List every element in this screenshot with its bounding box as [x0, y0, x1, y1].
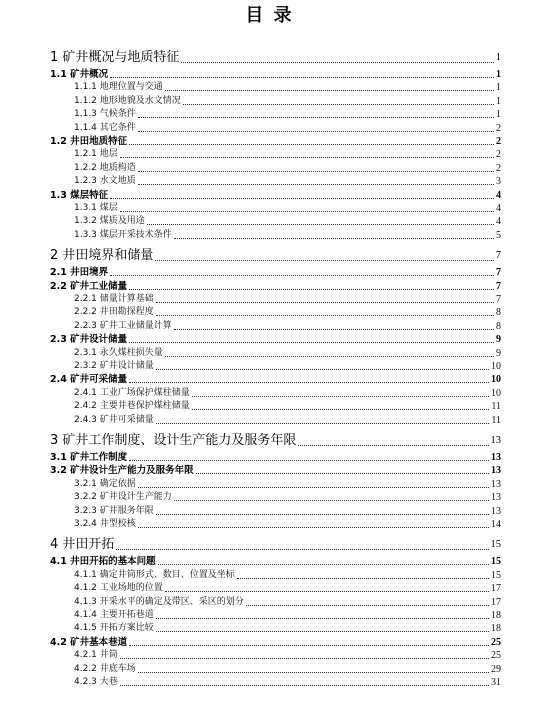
- toc-page-number: 13: [491, 478, 501, 490]
- toc-page-number: 17: [491, 583, 501, 595]
- toc-entry-level-3[interactable]: [74, 609, 501, 622]
- toc-entry-level-3[interactable]: [74, 400, 501, 413]
- dot-leader: [120, 157, 494, 158]
- toc-page-number: 13: [491, 492, 501, 504]
- dot-leader: [138, 171, 494, 172]
- toc-entry-level-1[interactable]: [50, 246, 501, 266]
- toc-entry-title: 1.3 煤层特征: [50, 189, 109, 201]
- dot-leader: [181, 62, 493, 63]
- toc-entry-level-3[interactable]: [74, 95, 501, 108]
- toc-entry-title: 1.1.2 地形地貌及水文情况: [74, 95, 181, 106]
- toc-entry-title: 4.1.2 工业场地的位置: [74, 583, 163, 594]
- toc-entry-level-3[interactable]: [74, 175, 501, 188]
- toc-entry-level-3[interactable]: [74, 122, 501, 135]
- dot-leader: [110, 77, 494, 78]
- toc-page-number: 18: [491, 623, 501, 635]
- toc-entry-title: 2.4.1 工业广场保护煤柱储量: [74, 387, 190, 398]
- toc-page-number: 10: [491, 361, 501, 372]
- dot-leader: [192, 409, 490, 410]
- dot-leader: [129, 144, 494, 145]
- toc-page-number: 7: [495, 250, 501, 262]
- toc-entry-title: 2.3.2 矿井设计储量: [74, 361, 154, 371]
- toc-entry-level-3[interactable]: [74, 108, 501, 121]
- toc-entry-title: 2.3.1 永久煤柱损失量: [74, 347, 163, 358]
- toc-page-number: 15: [491, 556, 501, 568]
- toc-entry-level-3[interactable]: [74, 306, 501, 319]
- toc-entry-level-3[interactable]: [74, 81, 501, 94]
- dot-leader: [138, 487, 489, 488]
- toc-entry-title: 4.2.1 井筒: [74, 650, 118, 661]
- dot-leader: [192, 396, 489, 397]
- toc-entry-title: 3.2 矿井设计生产能力及服务年限: [50, 465, 194, 477]
- toc-entry-level-2[interactable]: [50, 464, 501, 477]
- toc-page-number: 1: [496, 95, 501, 107]
- dot-leader: [156, 618, 489, 619]
- toc-entry-level-3[interactable]: [74, 148, 501, 161]
- dot-leader: [138, 672, 489, 673]
- toc-page-number: 25: [491, 636, 501, 648]
- toc-entry-title: 1.2.1 地层: [74, 149, 118, 160]
- dot-leader: [147, 224, 494, 225]
- toc-entry-title: 2.1 井田境界: [50, 267, 109, 279]
- toc-entry-title: 1.1.3 气候条件: [74, 109, 136, 120]
- toc-entry-level-3[interactable]: [74, 569, 501, 582]
- toc-page-number: 10: [491, 374, 501, 386]
- toc-page-number: 13: [491, 452, 501, 463]
- toc-entry-level-3[interactable]: [74, 320, 501, 333]
- toc-entry-level-3[interactable]: [74, 518, 501, 531]
- toc-entry-level-3[interactable]: [74, 676, 501, 689]
- toc-entry-title: 3.2.2 矿井设计生产能力: [74, 492, 172, 503]
- dot-leader: [196, 473, 489, 474]
- toc-entry-title: 4.1.4 主要开拓巷道: [74, 610, 154, 620]
- toc-page-number: 13: [491, 465, 501, 477]
- toc-page-number: 2: [496, 149, 501, 161]
- toc-entry-title: 3.2.3 矿井服务年限: [74, 505, 154, 516]
- dot-leader: [138, 131, 494, 132]
- toc-page-number: 25: [491, 650, 501, 662]
- dot-leader: [120, 685, 489, 686]
- toc-page-number: 15: [491, 569, 501, 581]
- dot-leader: [165, 356, 494, 357]
- dot-leader: [129, 382, 489, 383]
- toc-entry-title: 4.1.5 开拓方案比较: [74, 623, 154, 634]
- toc-entry-level-3[interactable]: [74, 347, 501, 360]
- toc-entry-level-2[interactable]: [50, 135, 501, 148]
- toc-entry-level-2[interactable]: [50, 280, 501, 293]
- toc-entry-level-3[interactable]: [74, 414, 501, 427]
- dot-leader: [165, 591, 489, 592]
- toc-page-number: 1: [496, 82, 501, 94]
- toc-entry-level-2[interactable]: [50, 451, 501, 464]
- toc-entry-level-3[interactable]: [74, 491, 501, 504]
- toc-entry-title: 1.2.2 地质构造: [74, 162, 136, 173]
- toc-page-number: 2: [496, 162, 501, 174]
- toc-page-number: 1: [496, 69, 501, 80]
- dot-leader: [183, 104, 494, 105]
- toc-entry-title: 3.1 矿井工作制度: [50, 452, 128, 463]
- toc-entry-title: 2.4 矿井可采储量: [50, 374, 128, 386]
- toc-entry-title: 2.2.3 矿井工业储量计算: [74, 320, 172, 331]
- dot-leader: [138, 117, 494, 118]
- toc-page-number: 31: [491, 677, 501, 688]
- toc-page-number: 4: [496, 216, 501, 228]
- dot-leader: [156, 631, 489, 632]
- dot-leader: [155, 260, 493, 261]
- toc-entry-level-1[interactable]: [50, 48, 501, 68]
- toc-page-number: 9: [496, 334, 501, 346]
- toc-page-number: 2: [496, 136, 501, 147]
- toc-entry-title: 4 井田开拓: [50, 537, 115, 553]
- toc-page-number: 1: [496, 109, 501, 121]
- toc-entry-title: 2 井田境界和储量: [50, 248, 154, 264]
- toc-page-number: 11: [491, 401, 501, 413]
- toc-entry-title: 1.1.1 地理位置与交通: [74, 82, 163, 93]
- toc-entry-level-2[interactable]: [50, 266, 501, 279]
- toc-page-number: 17: [491, 596, 501, 608]
- toc-page-number: 5: [496, 229, 501, 241]
- toc-entry-level-3[interactable]: [74, 162, 501, 175]
- toc-page-number: 14: [491, 519, 501, 530]
- toc-entry-title: 2.4.2 主要井巷保护煤柱储量: [74, 401, 190, 412]
- dot-leader: [156, 369, 489, 370]
- toc-entry-level-3[interactable]: [74, 387, 501, 400]
- toc-entry-title: 1.2.3 水文地质: [74, 176, 136, 187]
- dot-leader: [138, 527, 489, 528]
- dot-leader: [138, 184, 494, 185]
- toc-entry-level-3[interactable]: [74, 582, 501, 595]
- toc-page-number: 13: [491, 505, 501, 517]
- dot-leader: [165, 90, 494, 91]
- dot-leader: [120, 658, 489, 659]
- toc-entry-title: 1.1 矿井概况: [50, 69, 109, 80]
- toc-entry-title: 1.2 井田地质特征: [50, 136, 128, 147]
- dot-leader: [129, 289, 494, 290]
- toc-entry-level-3[interactable]: [74, 505, 501, 518]
- toc-title: 目 录: [245, 5, 294, 26]
- toc-entry-level-3[interactable]: [74, 202, 501, 215]
- toc-entry-title: 3.2.4 井型校核: [74, 519, 136, 529]
- toc-entry-level-2[interactable]: [50, 555, 501, 568]
- toc-entry-title: 3.2.1 确定依据: [74, 478, 136, 489]
- dot-leader: [174, 238, 494, 239]
- dot-leader: [156, 423, 490, 424]
- dot-leader: [110, 275, 494, 276]
- toc-page-number: 15: [490, 539, 501, 551]
- toc-entry-title: 3 矿井工作制度、设计生产能力及服务年限: [50, 433, 297, 448]
- toc-entry-level-3[interactable]: [74, 215, 501, 228]
- dot-leader: [237, 578, 489, 579]
- toc-entry-level-3[interactable]: [74, 649, 501, 662]
- toc-entry-level-3[interactable]: [74, 229, 501, 242]
- toc-entry-title: 4.2.2 井底车场: [74, 663, 136, 674]
- toc-page-number: 7: [496, 294, 501, 305]
- dot-leader: [120, 211, 494, 212]
- toc-entry-level-2[interactable]: [50, 189, 501, 202]
- toc-entry-title: 1.3.2 煤质及用途: [74, 216, 145, 227]
- toc-page-number: 4: [496, 189, 501, 201]
- toc-page-number: 9: [496, 347, 501, 359]
- toc-page-number: 1: [495, 52, 501, 63]
- toc-entry-level-3[interactable]: [74, 478, 501, 491]
- toc-entry-level-3[interactable]: [74, 596, 501, 609]
- toc-entry-level-2[interactable]: [50, 373, 501, 386]
- toc-page-number: 11: [491, 414, 501, 426]
- toc-page-number: 10: [491, 387, 501, 399]
- toc-entry-level-1[interactable]: [50, 431, 501, 451]
- toc-entry-title: 1.3.3 煤层开采技术条件: [74, 229, 172, 240]
- toc-entry-title: 4.2 矿井基本巷道: [50, 636, 128, 648]
- toc-page-number: 8: [496, 307, 501, 319]
- toc-entry-level-2[interactable]: [50, 636, 501, 649]
- toc-page-number: 13: [490, 435, 501, 446]
- toc-entry-title: 1.1.4 其它条件: [74, 122, 136, 133]
- dot-leader: [129, 645, 489, 646]
- toc-entry-title: 4.1 井田开拓的基本问题: [50, 556, 156, 568]
- toc-entry-title: 4.1.1 确定井筒形式、数目、位置及坐标: [74, 569, 235, 580]
- toc-page-number: 4: [496, 203, 501, 214]
- toc-entry-title: 2.4.3 矿井可采储量: [74, 414, 154, 425]
- toc-page-number: 18: [491, 610, 501, 621]
- toc-entry-title: 1.3.1 煤层: [74, 203, 118, 213]
- dot-leader: [174, 500, 489, 501]
- toc-page-number: 7: [496, 267, 501, 279]
- toc-entry-title: 2.2.1 储量计算基础: [74, 294, 154, 304]
- dot-leader: [156, 514, 489, 515]
- toc-page-number: 2: [496, 122, 501, 134]
- toc-entry-level-3[interactable]: [74, 360, 501, 373]
- toc-entry-level-3[interactable]: [74, 622, 501, 635]
- dot-leader: [156, 302, 494, 303]
- dot-leader: [174, 329, 494, 330]
- toc-entry-level-1[interactable]: [50, 535, 501, 555]
- toc-entry-level-3[interactable]: [74, 293, 501, 306]
- toc-page-number: 29: [491, 663, 501, 675]
- toc-entry-level-3[interactable]: [74, 663, 501, 676]
- toc-entry-title: 2.2.2 井田勘探程度: [74, 307, 154, 318]
- toc-page-number: 3: [496, 176, 501, 188]
- toc-entry-title: 1 矿井概况与地质特征: [50, 50, 180, 65]
- dot-leader: [158, 564, 489, 565]
- dot-leader: [156, 315, 494, 316]
- dot-leader: [129, 342, 494, 343]
- toc-entry-title: 2.3 矿井设计储量: [50, 334, 128, 346]
- toc-entry-level-2[interactable]: [50, 333, 501, 346]
- toc-page-number: 8: [496, 320, 501, 332]
- toc-entry-title: 4.1.3 开采水平的确定及带区、采区的划分: [74, 596, 244, 607]
- toc-entry-title: 2.2 矿井工业储量: [50, 280, 128, 292]
- toc-entry-title: 4.2.3 大巷: [74, 677, 118, 687]
- dot-leader: [110, 198, 494, 199]
- toc-entry-level-2[interactable]: [50, 68, 501, 81]
- dot-leader: [116, 549, 488, 550]
- dot-leader: [129, 460, 489, 461]
- toc-page-number: 7: [496, 280, 501, 292]
- dot-leader: [298, 445, 488, 446]
- dot-leader: [246, 605, 489, 606]
